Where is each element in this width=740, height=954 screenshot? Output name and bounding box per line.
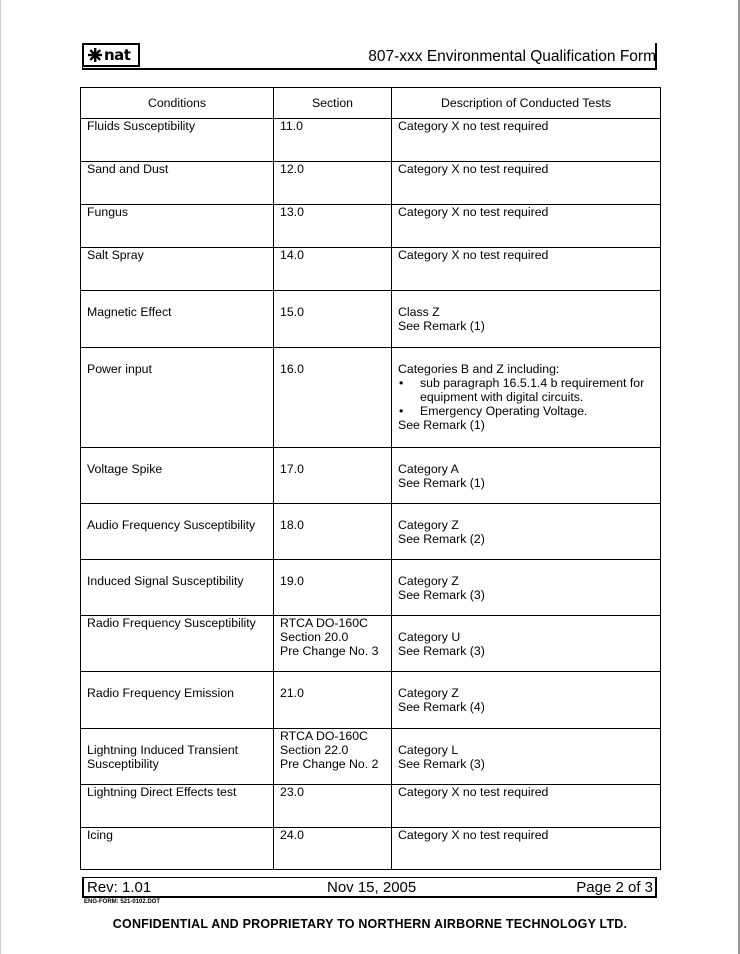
section-cell [274,672,392,729]
footer-bar [82,878,657,898]
condition-line: Susceptibility [87,757,159,771]
form-code: ENG-FORM: 521-0102.DOT [84,899,161,905]
description-cell [392,560,661,616]
condition-line: Lightning Induced Transient [87,743,239,757]
description-cell [392,504,661,560]
condition-cell [81,560,274,616]
description-line: Categories B and Z including: [398,362,560,376]
table-row [81,291,661,348]
section-cell: 23.0 [274,785,392,828]
revision-label: Rev: 1.01 [87,879,152,896]
description-cell: Category X no test required [392,205,661,248]
description-cell: Category X no test required [392,162,661,205]
section-cell [274,348,392,448]
condition-text: Induced Signal Susceptibility [87,574,244,588]
description-line: See Remark (4) [398,700,485,714]
form-title: 807-xxx Environmental Qualification Form [368,48,656,65]
description-line: See Remark (3) [398,644,485,658]
section-cell: 12.0 [274,162,392,205]
condition-cell [81,448,274,504]
page-edge [0,0,1,954]
description-cell [392,616,661,672]
section-line: Section 22.0 [280,743,349,757]
description-cell: Category X no test required [392,248,661,291]
condition-text: Radio Frequency Emission [87,686,234,700]
condition-cell: Sand and Dust [81,162,274,205]
section-line: RTCA DO-160C [280,616,368,630]
date-label: Nov 15, 2005 [327,879,417,896]
table-row [81,729,661,785]
table-header-row [81,88,661,119]
table-row [81,785,661,828]
table-row [81,205,661,248]
condition-cell: Radio Frequency Susceptibility [81,616,274,672]
section-text: 21.0 [280,686,304,700]
condition-cell [81,504,274,560]
condition-text: Power input [87,362,152,376]
description-line: See Remark (1) [398,418,485,432]
bullet-item: • sub paragraph 16.5.1.4 b requirement for equipment with digital circuits. [420,376,654,404]
table-row [81,119,661,162]
condition-cell [81,291,274,348]
description-cell: Category X no test required [392,828,661,870]
condition-cell [81,348,274,448]
condition-text: Audio Frequency Susceptibility [87,518,256,532]
column-header: Conditions [81,88,274,119]
condition-cell: Salt Spray [81,248,274,291]
column-header: Section [274,88,392,119]
description-line: Class Z [398,305,440,319]
page-number: Page 2 of 3 [576,879,653,896]
section-cell [274,504,392,560]
confidential-notice: CONFIDENTIAL AND PROPRIETARY TO NORTHERN AIRBORNE TECHNOLOGY LTD. [112,917,628,931]
section-text: 15.0 [280,305,304,319]
condition-cell: Icing [81,828,274,870]
column-header: Description of Conducted Tests [392,88,661,119]
description-line: See Remark (3) [398,588,485,602]
table-row [81,828,661,870]
description-cell [392,448,661,504]
condition-cell: Fungus [81,205,274,248]
condition-cell [81,729,274,785]
table-row [81,504,661,560]
description-line: See Remark (1) [398,319,485,333]
description-line: Category Z [398,518,459,532]
condition-text: Magnetic Effect [87,305,172,319]
section-cell [274,616,392,672]
condition-text: Voltage Spike [87,462,163,476]
description-line: Category A [398,462,459,476]
condition-cell [81,672,274,729]
description-line: Category L [398,743,459,757]
star-logo-icon [87,47,103,63]
description-line: Category U [398,630,461,644]
section-text: 18.0 [280,518,304,532]
header-underline [82,68,657,70]
table-row [81,348,661,448]
description-cell: Category X no test required [392,785,661,828]
description-line: Category Z [398,574,459,588]
table-row [81,560,661,616]
condition-cell: Lightning Direct Effects test [81,785,274,828]
section-line: RTCA DO-160C [280,729,368,743]
section-text: 17.0 [280,462,304,476]
section-cell [274,291,392,348]
section-cell [274,729,392,785]
company-logo [82,43,140,67]
bullet-item: • Emergency Operating Voltage. [420,404,654,418]
description-line: Category Z [398,686,459,700]
table-row [81,248,661,291]
description-cell: Category X no test required [392,119,661,162]
condition-cell: Fluids Susceptibility [81,119,274,162]
table-row [81,672,661,729]
description-cell [392,291,661,348]
section-cell: 24.0 [274,828,392,870]
description-line: See Remark (2) [398,532,485,546]
description-line: See Remark (3) [398,757,485,771]
table-row [81,448,661,504]
section-cell: 13.0 [274,205,392,248]
description-cell [392,729,661,785]
bullet-list [398,376,654,418]
table-row [81,616,661,672]
section-cell: 11.0 [274,119,392,162]
description-line: See Remark (1) [398,476,485,490]
section-cell [274,448,392,504]
description-cell [392,672,661,729]
qualification-table [80,87,661,870]
section-cell [274,560,392,616]
section-line: Section 20.0 [280,630,349,644]
logo-text: nat [104,45,131,64]
section-text: 19.0 [280,574,304,588]
section-line: Pre Change No. 3 [280,644,379,658]
section-cell: 14.0 [274,248,392,291]
table-row [81,162,661,205]
section-text: 16.0 [280,362,304,376]
section-line: Pre Change No. 2 [280,757,379,771]
description-cell [392,348,661,448]
